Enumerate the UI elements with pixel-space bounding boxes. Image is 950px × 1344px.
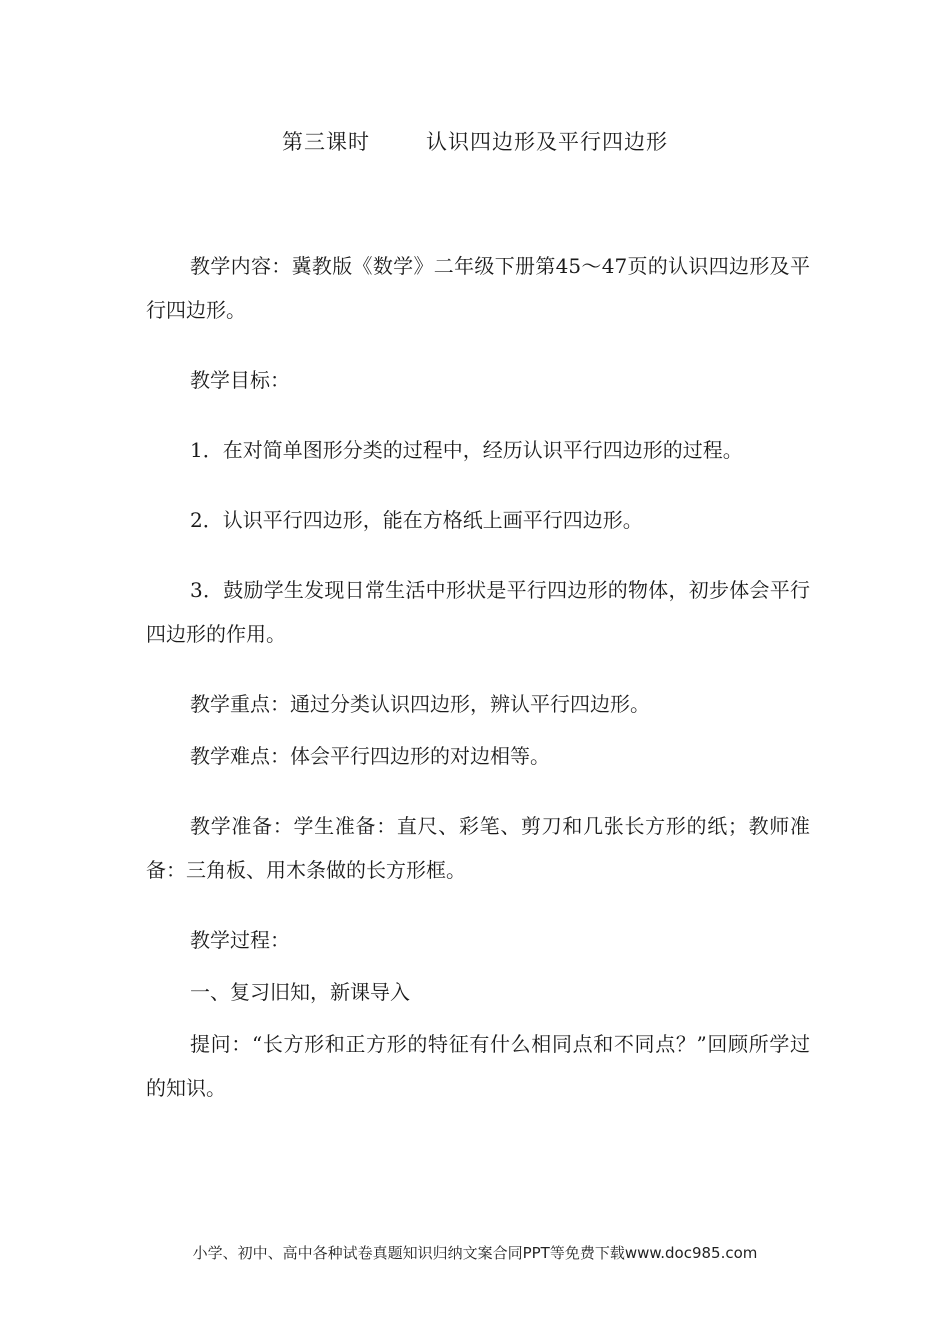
goal-item-3: 3．鼓励学生发现日常生活中形状是平行四边形的物体，初步体会平行四边形的作用。: [146, 578, 810, 646]
goals-heading: 教学目标：: [190, 368, 290, 392]
document-body: [146, 244, 810, 1110]
goal-item-2: 2．认识平行四边形，能在方格纸上画平行四边形。: [190, 508, 643, 532]
section-heading-1: 一、复习旧知，新课导入: [190, 980, 410, 1004]
difficulty: 教学难点：体会平行四边形的对边相等。: [190, 744, 550, 768]
goal-item-1: 1．在对简单图形分类的过程中，经历认识平行四边形的过程。: [190, 438, 743, 462]
intro-question: 提问：“长方形和正方形的特征有什么相同点和不同点？”回顾所学过的知识。: [146, 1032, 810, 1100]
process-heading: 教学过程：: [190, 928, 290, 952]
teaching-content: 教学内容：冀教版《数学》二年级下册第45～47页的认识四边形及平行四边形。: [146, 254, 810, 322]
lesson-topic: 认识四边形及平行四边形: [426, 130, 668, 154]
lesson-title: [0, 126, 950, 156]
lesson-number: 第三课时: [282, 130, 370, 154]
footer-note: 小学、初中、高中各种试卷真题知识归纳文案合同PPT等免费下载www.doc985.com: [192, 1244, 758, 1262]
preparation: 教学准备：学生准备：直尺、彩笔、剪刀和几张长方形的纸；教师准备：三角板、用木条做的长方形框。: [146, 814, 810, 882]
key-point: 教学重点：通过分类认识四边形，辨认平行四边形。: [190, 692, 650, 716]
